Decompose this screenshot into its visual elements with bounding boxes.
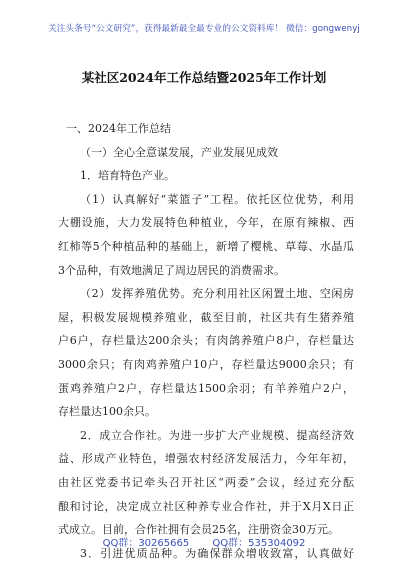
footer-qq-group-2: QQ群：535304092	[212, 538, 306, 549]
paragraph-line: 式成立。目前，合作社拥有会员25名，注册资金30万元。	[58, 523, 339, 537]
header-note: 关注头条号“公文研究”，获得最新最全最专业的公文资料库！ 微信：gongwenyj	[48, 24, 360, 34]
document-body	[58, 117, 354, 565]
paragraph-line: 存栏量达100余只。	[58, 405, 156, 419]
document-title: 某社区2024年工作总结暨2025年工作计划	[81, 70, 327, 85]
paragraph-line: 3000余只；有肉鸡养殖户10户，存栏量达9000余只；有	[58, 357, 354, 371]
footer-qq-group-1: QQ群：30265665	[102, 538, 190, 549]
paragraph-line: 3个品种，有效地满足了周边居民的消费需求。	[58, 263, 285, 277]
paragraph-line: （1）认真解好“菜篮子”工程。依托区位优势，利用	[80, 192, 354, 206]
section-heading: 一、2024年工作总结	[66, 122, 171, 135]
paragraph-line: 酿和讨论，决定成立社区种养专业合作社，并于X月X日正	[58, 499, 354, 513]
paragraph-line: 2．成立合作社。为进一步扩大产业规模、提高经济效	[80, 428, 354, 442]
paragraph-line: 户6户，存栏量达200余头；有肉鸽养殖户8户，存栏量达	[58, 334, 354, 348]
paragraph-line: （2）发挥养殖优势。充分利用社区闲置土地、空闲房	[80, 287, 354, 301]
paragraph-line: 大棚设施，大力发展特色种植业，今年，在原有辣椒、西	[58, 216, 354, 230]
paragraph-line: 由社区党委书记牵头召开社区“两委”会议，经过充分酝	[58, 475, 354, 489]
paragraph-line: 蛋鸡养殖户2户，存栏量达1500余羽；有羊养殖户2户，	[58, 381, 354, 395]
paragraph-line: 益、形成产业特色，增强农村经济发展活力，今年年初，	[58, 452, 354, 466]
item-heading: 1．培育特色产业。	[80, 169, 175, 183]
paragraph-line: 屋，积极发展规模养殖业，截至目前，社区共有生猪养殖	[58, 310, 354, 324]
footer-contacts	[0, 534, 408, 549]
paragraph-line: 红柿等5个种植品种的基础上，新增了樱桃、草莓、水晶瓜	[58, 239, 354, 253]
paragraph-line: 3．引进优质品种。为确保群众增收致富，认真做好	[80, 546, 354, 560]
subsection-heading: （一）全心全意谋发展，产业发展见成效	[80, 145, 278, 159]
